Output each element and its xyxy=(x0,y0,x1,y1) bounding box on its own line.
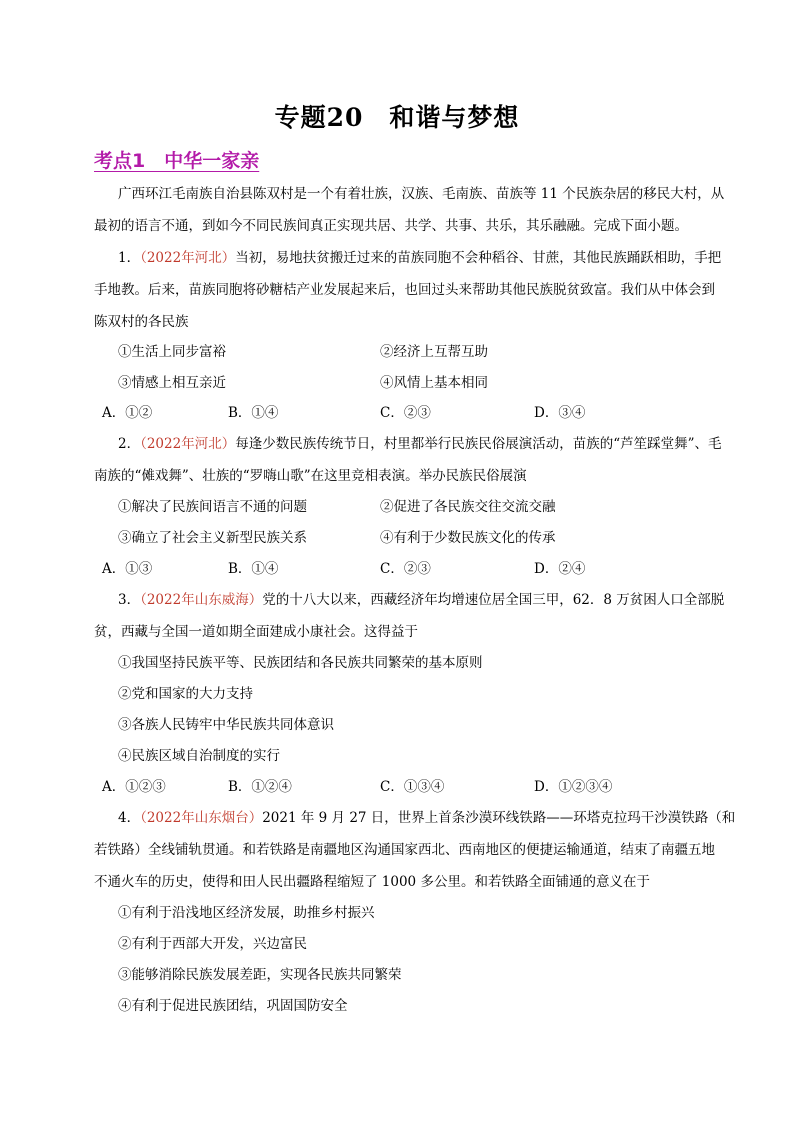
intro-line-2: 最初的语言不通，到如今不同民族间真正实现共居、共学、共事、共乐，其乐融融。完成下面小题。 xyxy=(94,218,688,234)
q2-choice-c[interactable]: C．②③ xyxy=(380,561,431,577)
q4-item-2: ②有利于西部大开发，兴边富民 xyxy=(118,936,307,952)
q1-item-4: ④风情上基本相同 xyxy=(380,375,488,391)
q4-line-2: 若铁路）全线铺轨贯通。和若铁路是南疆地区沟通国家西北、西南地区的便捷运输通道，结束了南疆五地 xyxy=(94,842,715,858)
q2-choice-b[interactable]: B．①④ xyxy=(228,561,279,577)
q4-source: （2022年山东烟台） xyxy=(140,810,263,826)
q1-line-3: 陈双村的各民族 xyxy=(94,314,189,330)
q1-item-3: ③情感上相互亲近 xyxy=(118,375,226,391)
q1-line-2: 手地教。后来，苗族同胞将砂糖桔产业发展起来后，也回过头来帮助其他民族脱贫致富。我们从中体会到 xyxy=(94,282,715,298)
q3-line-2: 贫，西藏与全国一道如期全面建成小康社会。这得益于 xyxy=(94,624,418,640)
q3-item-4: ④民族区域自治制度的实行 xyxy=(118,748,280,764)
q4-number: 4． xyxy=(118,810,141,826)
page-title: 专题20 和谐与梦想 xyxy=(274,103,520,132)
q2-choice-d[interactable]: D．②④ xyxy=(534,561,586,577)
q1-choice-c[interactable]: C．②③ xyxy=(380,405,431,421)
q1-text-1: 当初，易地扶贫搬迁过来的苗族同胞不会种稻谷、甘蔗，其他民族踊跃相助，手把 xyxy=(235,250,722,266)
q1-source: （2022年河北） xyxy=(140,250,236,266)
q3-choice-b[interactable]: B．①②④ xyxy=(228,779,292,795)
q2-source: （2022年河北） xyxy=(140,436,236,452)
q2-number: 2． xyxy=(118,436,141,452)
q1-choice-d[interactable]: D．③④ xyxy=(534,405,586,421)
q2-choice-a[interactable]: A．①③ xyxy=(102,561,153,577)
q3-choice-d[interactable]: D．①②③④ xyxy=(534,779,613,795)
q4-item-4: ④有利于促进民族团结，巩固国防安全 xyxy=(118,998,348,1014)
q4-line-3: 不通火车的历史，使得和田人民出疆路程缩短了 1000 多公里。和若铁路全面铺通的意义在于 xyxy=(94,874,650,890)
q3-item-1: ①我国坚持民族平等、民族团结和各民族共同繁荣的基本原则 xyxy=(118,655,483,671)
q1-line-1 xyxy=(118,248,748,268)
q1-choice-b[interactable]: B．①④ xyxy=(228,405,279,421)
q2-line-1 xyxy=(118,434,748,454)
section-heading: 考点1 中华一家亲 xyxy=(94,150,260,172)
q4-item-1: ①有利于沿浅地区经济发展，助推乡村振兴 xyxy=(118,905,375,921)
q2-item-3: ③确立了社会主义新型民族关系 xyxy=(118,530,307,546)
q1-item-1: ①生活上同步富裕 xyxy=(118,344,226,360)
q2-item-1: ①解决了民族间语言不通的问题 xyxy=(118,499,307,515)
q2-text-1: 每逢少数民族传统节日，村里都举行民族民俗展演活动，苗族的“芦笙踩堂舞”、毛 xyxy=(235,436,722,452)
q3-choice-c[interactable]: C．①③④ xyxy=(380,779,445,795)
q3-number: 3． xyxy=(118,592,141,608)
q3-item-3: ③各族人民铸牢中华民族共同体意识 xyxy=(118,717,334,733)
q4-item-3: ③能够消除民族发展差距，实现各民族共同繁荣 xyxy=(118,967,402,983)
q3-line-1 xyxy=(118,590,748,610)
q4-text-1: 2021 年 9 月 27 日，世界上首条沙漠环线铁路——环塔克拉玛干沙漠铁路（和 xyxy=(262,810,736,826)
q4-line-1 xyxy=(118,808,748,828)
q2-item-2: ②促进了各民族交往交流交融 xyxy=(380,499,556,515)
q3-item-2: ②党和国家的大力支持 xyxy=(118,686,253,702)
intro-line-1: 广西环江毛南族自治县陈双村是一个有着壮族，汉族、毛南族、苗族等 11 个民族杂居的移民大村，从 xyxy=(118,186,725,202)
q3-source: （2022年山东威海） xyxy=(140,592,263,608)
q3-choice-a[interactable]: A．①②③ xyxy=(102,779,166,795)
q1-number: 1． xyxy=(118,250,141,266)
q2-item-4: ④有利于少数民族文化的传承 xyxy=(380,530,556,546)
q3-text-1: 党的十八大以来，西藏经济年均增速位居全国三甲，62．8 万贫困人口全部脱 xyxy=(262,592,725,608)
q2-line-2: 南族的“傩戏舞”、壮族的“罗嗨山歌”在这里竞相表演。举办民族民俗展演 xyxy=(94,468,527,484)
q1-choice-a[interactable]: A．①② xyxy=(102,405,153,421)
q1-item-2: ②经济上互帮互助 xyxy=(380,344,488,360)
